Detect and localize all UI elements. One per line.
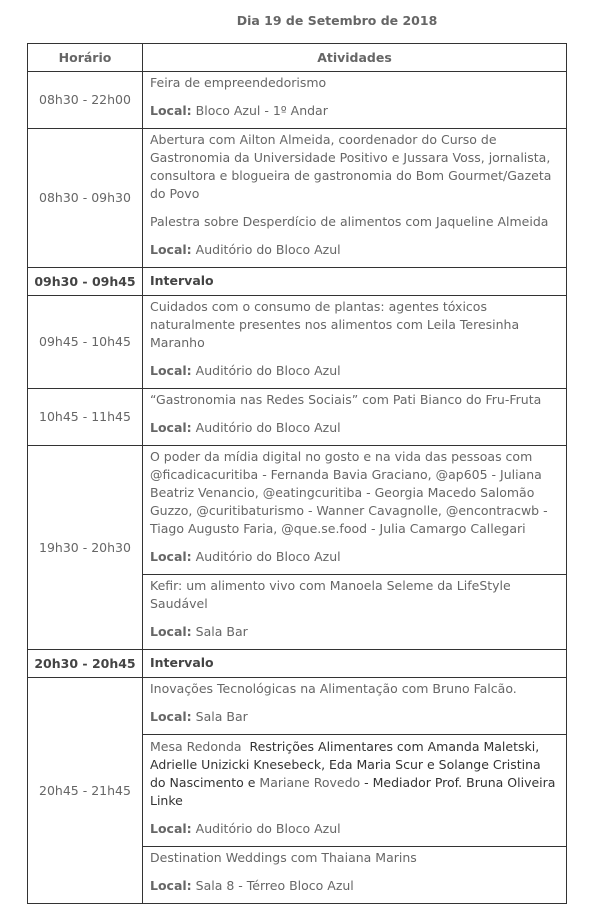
activity-title: Cuidados com o consumo de plantas: agentes tóxicos naturalmente presentes nos alimentos com Leila Teresinha Maranho [150, 299, 520, 350]
location-label: Local: [150, 420, 192, 435]
interval-cell: Intervalo [143, 268, 567, 296]
activity-cell [143, 72, 567, 129]
time-cell: 09h45 - 10h45 [28, 296, 143, 389]
time-cell: 20h30 - 20h45 [28, 650, 143, 678]
activity-title: Inovações Tecnológicas na Alimentação com Bruno Falcão. [150, 681, 517, 696]
table-row [28, 296, 567, 389]
table-row [28, 446, 567, 575]
activity-cell [143, 129, 567, 268]
round-table-guest: Mariane Rovedo [259, 774, 361, 790]
activity-location [150, 877, 560, 895]
activity-title: “Gastronomia nas Redes Sociais” com Pati Bianco do Fru-Fruta [150, 392, 542, 407]
table-row [28, 72, 567, 129]
time-cell: 09h30 - 09h45 [28, 268, 143, 296]
location-label: Local: [150, 820, 192, 836]
activity-location [150, 241, 560, 259]
time-cell: 20h45 - 21h45 [28, 678, 143, 904]
location-value: Auditório do Bloco Azul [195, 242, 341, 257]
activity-cell [143, 446, 567, 575]
round-table-prefix: Mesa Redonda [150, 738, 242, 754]
table-row-interval [28, 650, 567, 678]
activity-title: O poder da mídia digital no gosto e na vida das pessoas com @ficadicacuritiba - Fernanda Bavia Graciano, @ap605 - Juliana Beatriz Venancio, @eatingcuritiba - Georgia Macedo Salomão Guzzo, @curitibaturismo - Wanner Cavagnolle, @encontracwb - Tiago Augusto Faria, @que.se.food - Julia Camargo Callegari [150, 449, 548, 536]
table-row [28, 389, 567, 446]
activity-cell [143, 678, 567, 735]
activity-subtitle: Palestra sobre Desperdício de alimentos com Jaqueline Almeida [150, 214, 549, 229]
activity-cell [143, 735, 567, 847]
location-label: Local: [150, 709, 192, 724]
time-cell: 08h30 - 09h30 [28, 129, 143, 268]
activity-location [150, 820, 560, 838]
location-value: Auditório do Bloco Azul [195, 820, 341, 836]
header-time: Horário [28, 44, 143, 72]
location-value: Sala Bar [195, 709, 248, 724]
activity-location [150, 102, 560, 120]
activity-cell [143, 847, 567, 904]
round-table-text [150, 738, 560, 810]
location-label: Local: [150, 363, 192, 378]
location-value: Auditório do Bloco Azul [195, 363, 341, 378]
activity-location [150, 362, 560, 380]
activity-cell [143, 575, 567, 650]
location-label: Local: [150, 878, 192, 893]
round-table-topic: Restrições Alimentares com Amanda Maletski, Adrielle Unizicki Knesebeck, Eda Maria Scur e Solange Cristina do Nascimento e [150, 738, 541, 790]
interval-cell: Intervalo [143, 650, 567, 678]
activity-title: Abertura com Ailton Almeida, coordenador do Curso de Gastronomia da Universidade Positivo e Jussara Voss, jornalista, consultora e blogueira de gastronomia do Bom Gourmet/Gazeta do Povo [150, 132, 552, 201]
time-cell: 08h30 - 22h00 [28, 72, 143, 129]
table-row-interval [28, 268, 567, 296]
activity-title: Feira de empreendedorismo [150, 75, 327, 90]
schedule-table [27, 43, 567, 904]
activity-location [150, 419, 560, 437]
time-cell: 10h45 - 11h45 [28, 389, 143, 446]
location-label: Local: [150, 242, 192, 257]
round-table-mediator: - Mediador Prof. Bruna Oliveira Linke [150, 774, 556, 808]
header-activities: Atividades [143, 44, 567, 72]
table-row [28, 129, 567, 268]
activity-cell [143, 296, 567, 389]
location-value: Sala Bar [195, 624, 248, 639]
location-value: Auditório do Bloco Azul [195, 549, 341, 564]
location-label: Local: [150, 103, 192, 118]
activity-title: Destination Weddings com Thaiana Marins [150, 850, 417, 865]
table-header-row [28, 44, 567, 72]
activity-title: Kefir: um alimento vivo com Manoela Seleme da LifeStyle Saudável [150, 578, 511, 611]
location-label: Local: [150, 624, 192, 639]
activity-location [150, 623, 560, 641]
page-title: Dia 19 de Setembro de 2018 [236, 13, 438, 28]
activity-location [150, 548, 560, 566]
location-value: Sala 8 - Térreo Bloco Azul [195, 878, 354, 893]
time-cell: 19h30 - 20h30 [28, 446, 143, 650]
location-value: Auditório do Bloco Azul [195, 420, 341, 435]
location-value: Bloco Azul - 1º Andar [195, 103, 328, 118]
location-label: Local: [150, 549, 192, 564]
activity-location [150, 708, 560, 726]
activity-cell [143, 389, 567, 446]
table-row [28, 678, 567, 735]
